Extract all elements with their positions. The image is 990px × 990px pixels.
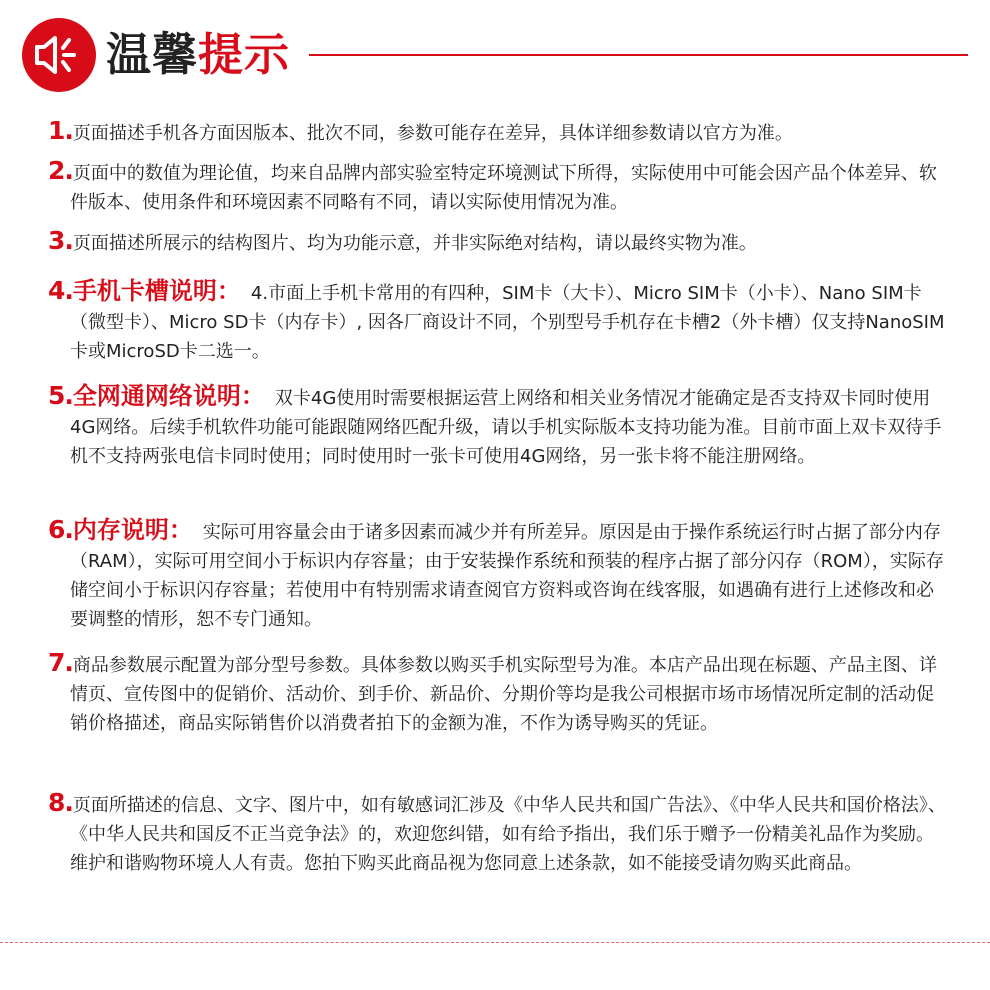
notice-item	[48, 381, 948, 471]
notice-item	[48, 788, 948, 878]
notice-number: 8.	[48, 788, 73, 817]
header-divider	[309, 54, 968, 56]
notice-text: 实际可用容量会由于诸多因素而减少并有所差异。原因是由于操作系统运行时占据了部分内存（RAM），实际可用空间小于标识内存容量；由于安装操作系统和预装的程序占据了部分闪存（ROM），实际存储空间小于标识闪存容量；若使用中有特别需求请查阅官方资料或咨询在线客服，如遇确有进行上述修改和必要调整的情形，恕不专门通知。	[70, 522, 944, 630]
notice-number: 2.	[48, 156, 73, 185]
notice-item	[48, 156, 948, 217]
notice-number: 6.	[48, 515, 73, 544]
notice-heading: 手机卡槽说明：	[72, 277, 241, 305]
notice-number: 3.	[48, 226, 73, 255]
notice-text: 商品参数展示配置为部分型号参数。具体参数以购买手机实际型号为准。本店产品出现在标题、产品主图、详情页、宣传图中的促销价、活动价、到手价、新品价、分期价等均是我公司根据市场市场情况所定制的活动促销价格描述，商品实际销售价以消费者拍下的金额为准，不作为诱导购买的凭证。	[70, 655, 937, 734]
header	[22, 18, 968, 94]
notice-item	[48, 515, 948, 634]
notice-text: 双卡4G使用时需要根据运营上网络和相关业务情况才能确定是否支持双卡同时使用4G网络。后续手机软件功能可能跟随网络匹配升级，请以手机实际版本支持功能为准。目前市面上双卡双待手机不支持两张电信卡同时使用；同时使用时一张卡可使用4G网络，另一张卡将不能注册网络。	[70, 388, 942, 467]
notice-text: 页面描述所展示的结构图片、均为功能示意，并非实际绝对结构，请以最终实物为准。	[72, 233, 757, 254]
notice-item	[48, 276, 948, 366]
notice-number: 7.	[48, 648, 73, 677]
notice-item	[48, 226, 948, 258]
notice-heading: 全网通网络说明：	[72, 382, 265, 410]
notice-text: 页面描述手机各方面因版本、批次不同，参数可能存在差异，具体详细参数请以官方为准。	[72, 123, 793, 144]
speaker-icon	[22, 18, 96, 92]
notice-item	[48, 648, 948, 738]
notice-number: 5.	[48, 381, 73, 410]
bottom-divider	[0, 942, 990, 943]
notice-number: 1.	[48, 116, 73, 145]
notice-text: 4.市面上手机卡常用的有四种，SIM卡（大卡）、Micro SIM卡（小卡）、Nano SIM卡（微型卡）、Micro SD卡（内存卡）, 因各厂商设计不同，个别型号手机存在卡槽2（外卡槽）仅支持NanoSIM卡或MicroSD卡二选一。	[70, 283, 945, 362]
page-title	[106, 20, 290, 90]
notice-number: 4.	[48, 276, 73, 305]
notice-item	[48, 116, 948, 148]
page-title-part1: 温馨	[106, 28, 199, 81]
notice-text: 页面中的数值为理论值，均来自品牌内部实验室特定环境测试下所得，实际使用中可能会因产品个体差异、软件版本、使用条件和环境因素不同略有不同，请以实际使用情况为准。	[70, 163, 937, 213]
page-title-part2: 提示	[198, 28, 291, 81]
notice-text: 页面所描述的信息、文字、图片中，如有敏感词汇涉及《中华人民共和国广告法》、《中华人民共和国价格法》、《中华人民共和国反不正当竞争法》的，欢迎您纠错，如有给予指出，我们乐于赠予一份精美礼品作为奖励。维护和谐购物环境人人有责。您拍下购买此商品视为您同意上述条款，如不能接受请勿购买此商品。	[70, 795, 946, 874]
notice-heading: 内存说明：	[72, 516, 193, 544]
